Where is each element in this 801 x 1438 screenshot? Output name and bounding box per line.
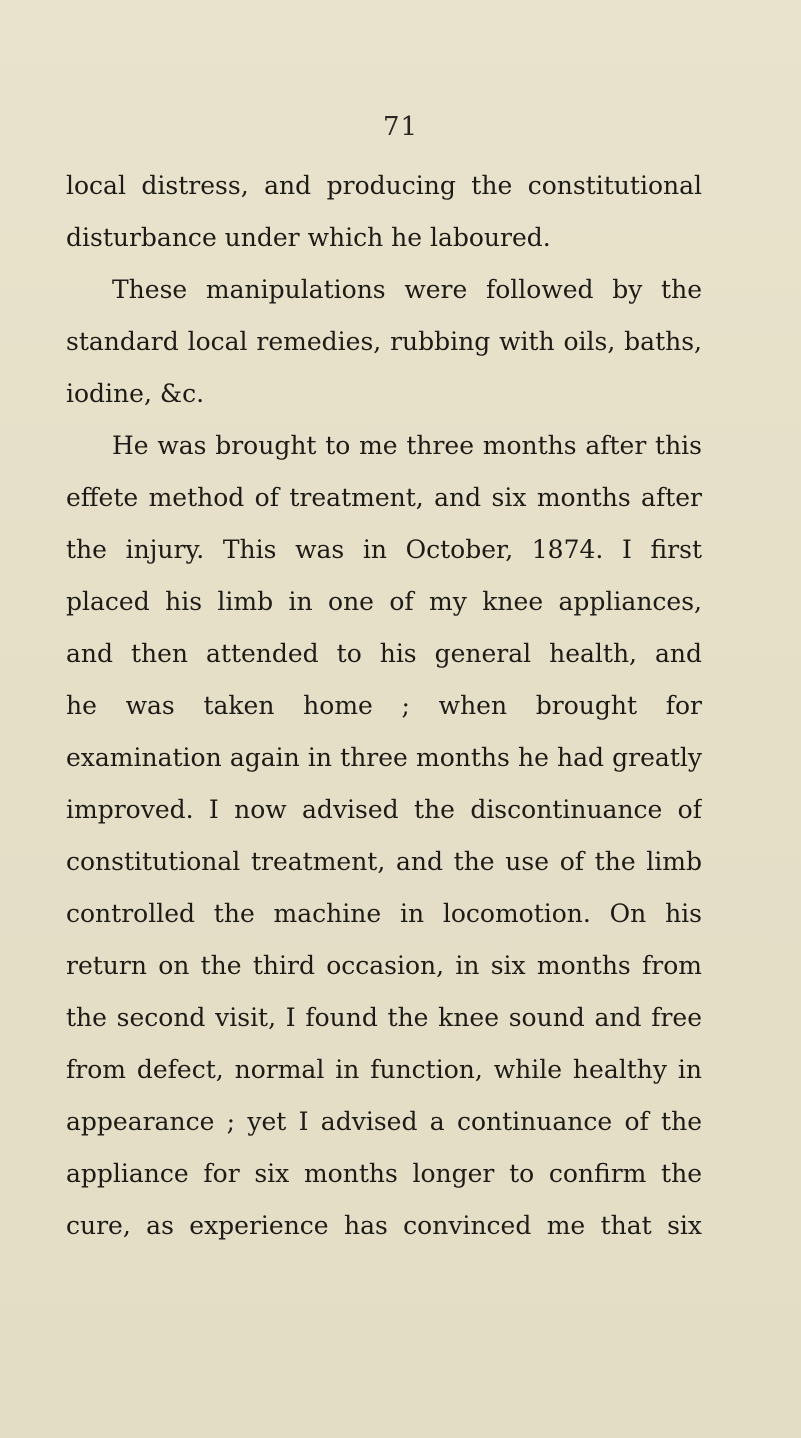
text-line: the second visit, I found the knee sound and free	[66, 1003, 702, 1032]
text-line: from defect, normal in function, while healthy in	[66, 1055, 702, 1084]
text-line: placed his limb in one of my knee appliances,	[66, 587, 702, 616]
text-line: local distress, and producing the constitutional	[66, 171, 702, 200]
text-line: controlled the machine in locomotion. On his	[66, 899, 702, 928]
text-line: improved. I now advised the discontinuance of	[66, 795, 702, 824]
text-line: appearance ; yet I advised a continuance of the	[66, 1107, 702, 1136]
text-line: He was brought to me three months after this	[112, 431, 702, 460]
text-line: and then attended to his general health, and	[66, 639, 702, 668]
text-line: These manipulations were followed by the	[112, 275, 702, 304]
text-line: he was taken home ; when brought for	[66, 691, 702, 720]
page-number: 71	[382, 112, 419, 142]
text-line: return on the third occasion, in six months from	[66, 951, 702, 980]
text-line: the injury. This was in October, 1874. I first	[66, 535, 702, 564]
text-line: disturbance under which he laboured.	[66, 223, 551, 252]
text-line: iodine, &c.	[66, 379, 205, 408]
text-line: examination again in three months he had greatly	[66, 743, 702, 772]
text-line: cure, as experience has convinced me that six	[66, 1211, 702, 1240]
text-line: constitutional treatment, and the use of the limb	[66, 847, 702, 876]
text-line: appliance for six months longer to confirm the	[66, 1159, 702, 1188]
body-text	[66, 160, 702, 1252]
text-line: standard local remedies, rubbing with oils, baths,	[66, 327, 702, 356]
text-line: effete method of treatment, and six months after	[66, 483, 702, 512]
